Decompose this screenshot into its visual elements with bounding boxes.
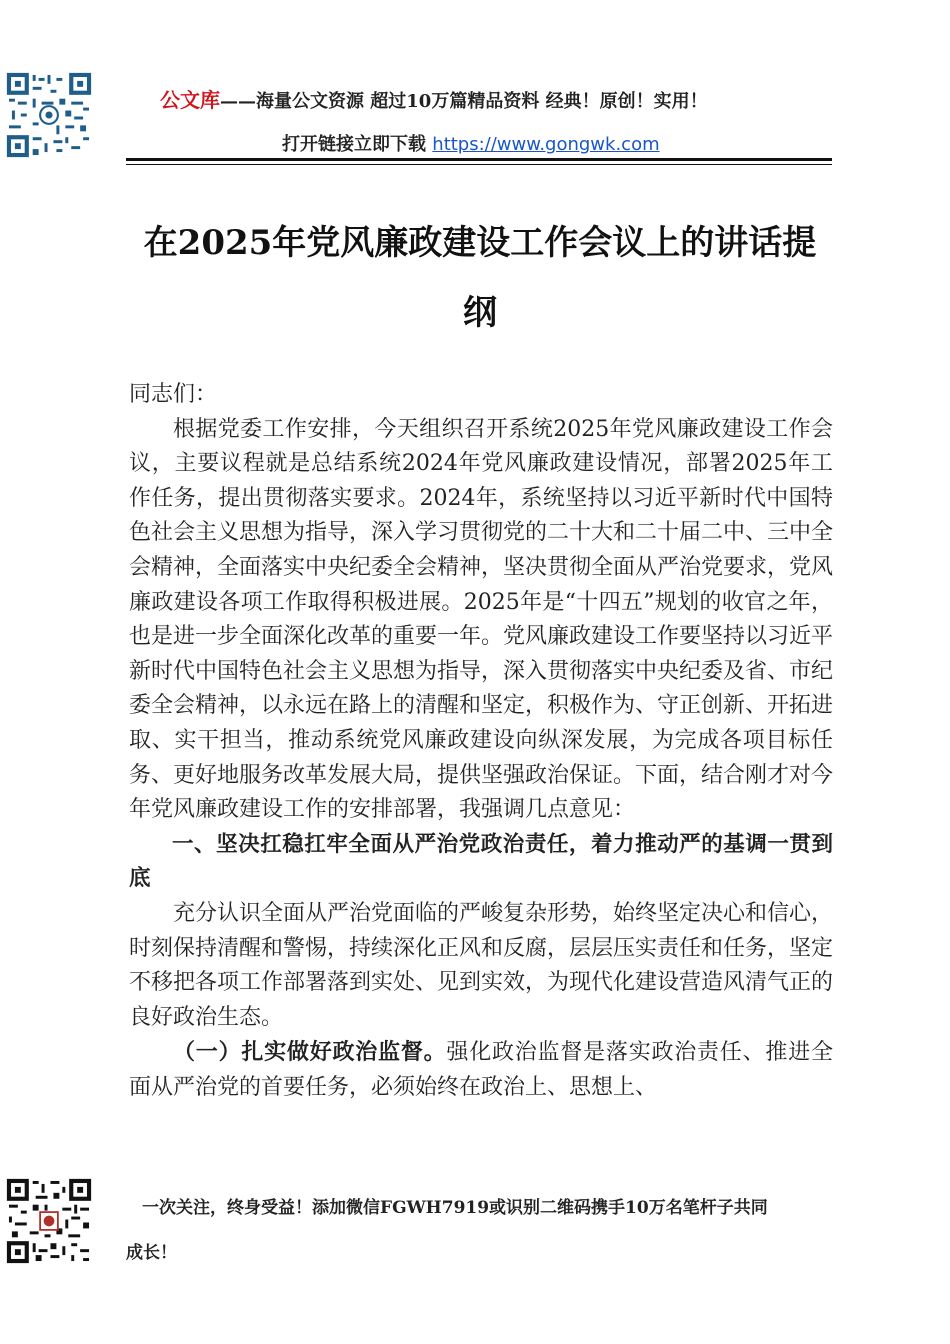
header-tagline: ——海量公文资源 超过10万篇精品资料 经典！原创！实用！ xyxy=(220,91,708,112)
qr-code-bottom-graphic xyxy=(6,1178,92,1264)
qr-code-icon xyxy=(6,72,92,158)
subsection-text-1: 强化政治监督是落实政治责任、推进全面从严治党的首要任务，必须始终在政治上、思想上、 xyxy=(129,1040,833,1100)
section-heading-1: 一、坚决扛稳扛牢全面从严治党政治责任，着力推动严的基调一贯到底 xyxy=(129,831,833,892)
qr-code-icon xyxy=(6,1178,92,1264)
document-title: 在2025年党风廉政建设工作会议上的讲话提纲 xyxy=(143,223,817,333)
header-banner xyxy=(160,84,860,113)
brand-name: 公文库 xyxy=(160,88,220,112)
intro-paragraph: 根据党委工作安排，今天组织召开系统2025年党风廉政建设工作会议，主要议程就是总结系统2024年党风廉政建设情况，部署2025年工作任务，提出贯彻落实要求。2024年，系统坚持以习近平新时代中国特色社会主义思想为指导，深入学习贯彻党的二十大和二十届二中、三中全会精神，全面落实中央纪委全会精神，坚决贯彻全面从严治党要求，党风廉政建设各项工作取得积极进展。2025年是“十四五”规划的收官之年，也是进一步全面深化改革的重要一年。党风廉政建设工作要坚持以习近平新时代中国特色社会主义思想为指导，深入贯彻落实中央纪委及省、市纪委全会精神，以永远在路上的清醒和坚定，积极作为、守正创新、开拓进取、实干担当，推动系统党风廉政建设向纵深发展，为完成各项目标任务、更好地服务改革发展大局，提供坚强政治保证。下面，结合刚才对今年党风廉政建设工作的安排部署，我强调几点意见： xyxy=(129,416,834,823)
subsection-title-1: （一）扎实做好政治监督。 xyxy=(173,1039,447,1066)
section-paragraph-1: 充分认识全面从严治党面临的严峻复杂形势，始终坚定决心和信心，时刻保持清醒和警惕，持续深化正风和反腐，层层压实责任和任务，坚定不移把各项工作部署落到实处、见到实效，为现代化建设营造风清气正的良好政治生态。 xyxy=(129,900,834,1030)
subsection-1 xyxy=(129,1035,833,1105)
document-body xyxy=(129,378,833,1105)
download-link[interactable]: https://www.gongwk.com xyxy=(432,134,660,155)
header-rule-thin xyxy=(126,164,832,165)
footer-line-2: 成长！ xyxy=(126,1243,177,1263)
salutation: 同志们： xyxy=(129,382,218,407)
qr-code-top-graphic xyxy=(6,72,92,158)
header-rule-thick xyxy=(126,158,832,161)
footer-line-1: 一次关注，终身受益！添加微信FGWH7919或识别二维码携手10万名笔杆子共同 xyxy=(142,1198,768,1218)
download-line xyxy=(282,130,660,156)
download-prefix: 打开链接立即下载 xyxy=(282,134,426,155)
